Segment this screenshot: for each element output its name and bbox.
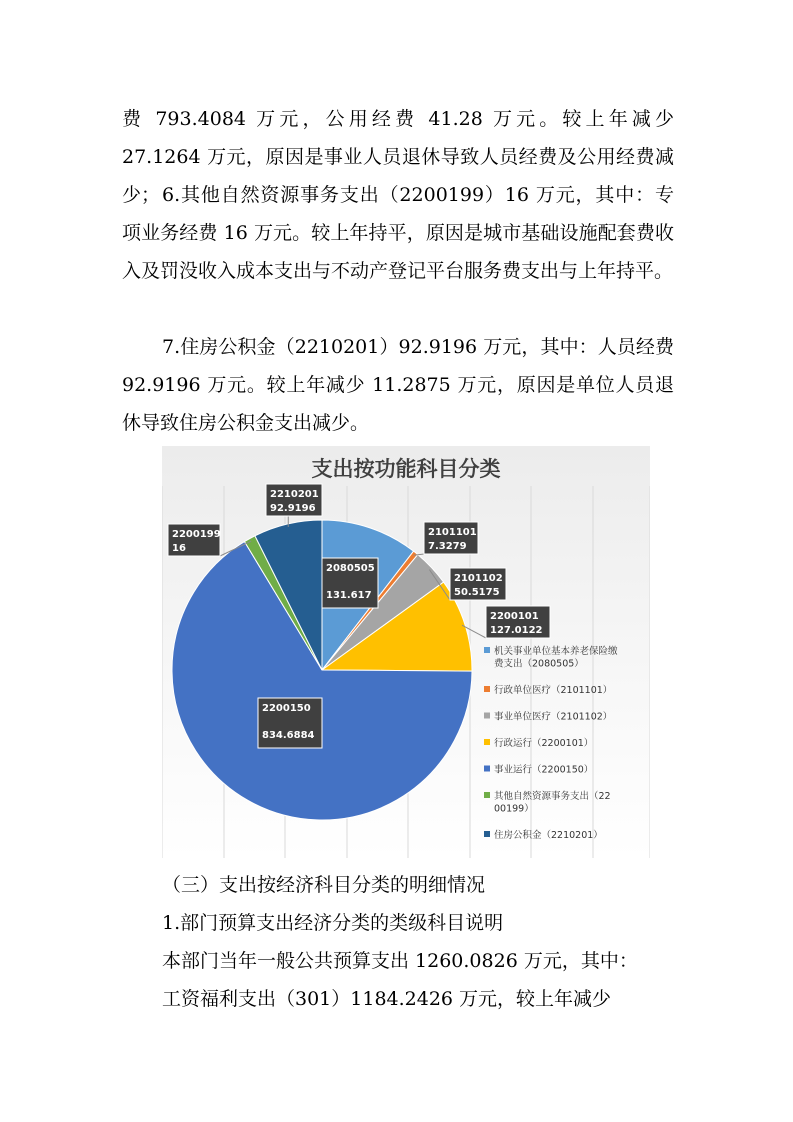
legend-swatch-2200101: [484, 739, 490, 745]
legend-swatch-2200199: [484, 792, 490, 798]
legend-label-2101102: 事业单位医疗（2101102）: [494, 711, 613, 723]
data-label-code-2200101: 2200101: [490, 611, 539, 622]
section-subheading: 1.部门预算支出经济分类的类级科目说明: [162, 912, 504, 934]
data-label-2200150: [258, 698, 322, 748]
legend-swatch-2101102: [484, 713, 490, 719]
budget-line-1: 本部门当年一般公共预算支出 1260.0826 万元，其中：: [162, 950, 638, 972]
legend-entry-2210201: [484, 829, 603, 841]
data-label-value-2080505: 131.617: [326, 590, 372, 601]
data-label-value-2200101: 127.0122: [490, 625, 543, 636]
legend-label-2101101: 行政单位医疗（2101101）: [494, 685, 613, 696]
legend-swatch-2200150: [484, 766, 490, 772]
legend-entry-2101101: [484, 684, 612, 696]
data-label-value-2101102: 50.5175: [454, 587, 500, 598]
paragraph-other-natural-resource: 6.其他自然资源事务支出（2200199）16 万元，其中：专项业务经费 16 万元。较上年持平，原因是城市基础设施配套费收入及罚没收入成本支出与不动产登记平台服务费支出与上年持平。: [122, 184, 674, 282]
data-label-2080505: [322, 558, 378, 608]
data-label-code-2200199: 2200199: [172, 529, 221, 540]
data-label-code-2080505: 2080505: [326, 563, 375, 574]
legend-label-2200101: 行政运行（2200101）: [494, 738, 594, 749]
legend-entry-2101102: [484, 711, 612, 723]
data-label-value-2101101: 7.3279: [428, 541, 467, 552]
pie-chart-svg: [162, 446, 650, 858]
legend-entry-2200150: [484, 764, 593, 776]
paragraph-housing-fund: 7.住房公积金（2210201）92.9196 万元，其中：人员经费 92.9196 万元。较上年减少 11.2875 万元，原因是单位人员退休导致住房公积金支出减少。: [122, 336, 674, 434]
data-label-code-2101102: 2101102: [454, 573, 503, 584]
data-label-code-2101101: 2101101: [428, 527, 477, 538]
legend-label-2200150: 事业运行（2200150）: [494, 764, 594, 776]
chart-title: 支出按功能科目分类: [311, 457, 501, 481]
data-label-value-2200199: 16: [172, 543, 186, 554]
data-label-value-2200150: 834.6884: [262, 730, 315, 741]
legend-entry-2200101: [484, 737, 593, 749]
data-label-value-2210201: 92.9196: [270, 503, 316, 514]
data-label-code-2200150: 2200150: [262, 703, 311, 714]
legend-label-2210201: 住房公积金（2210201）: [494, 830, 603, 841]
budget-line-2: 工资福利支出（301）1184.2426 万元，较上年减少: [162, 988, 612, 1010]
legend-swatch-2101101: [484, 686, 490, 692]
section-heading: （三）支出按经济科目分类的明细情况: [162, 874, 486, 896]
pie-chart: [162, 446, 650, 858]
legend-swatch-2210201: [484, 831, 490, 837]
paragraph-personnel-cost: 费 793.4084 万元，公用经费 41.28 万元。较上年减少 27.1264 万元，原因是事业人员退休导致人员经费及公用经费减少；: [122, 108, 674, 206]
legend-label-2080505: 机关事业单位基本养老保险缴费支出（2080505）: [494, 646, 618, 670]
legend-label-2200199: 其他自然资源事务支出（22 00199）: [494, 791, 611, 815]
legend-swatch-2080505: [484, 647, 490, 653]
data-label-code-2210201: 2210201: [270, 489, 319, 500]
